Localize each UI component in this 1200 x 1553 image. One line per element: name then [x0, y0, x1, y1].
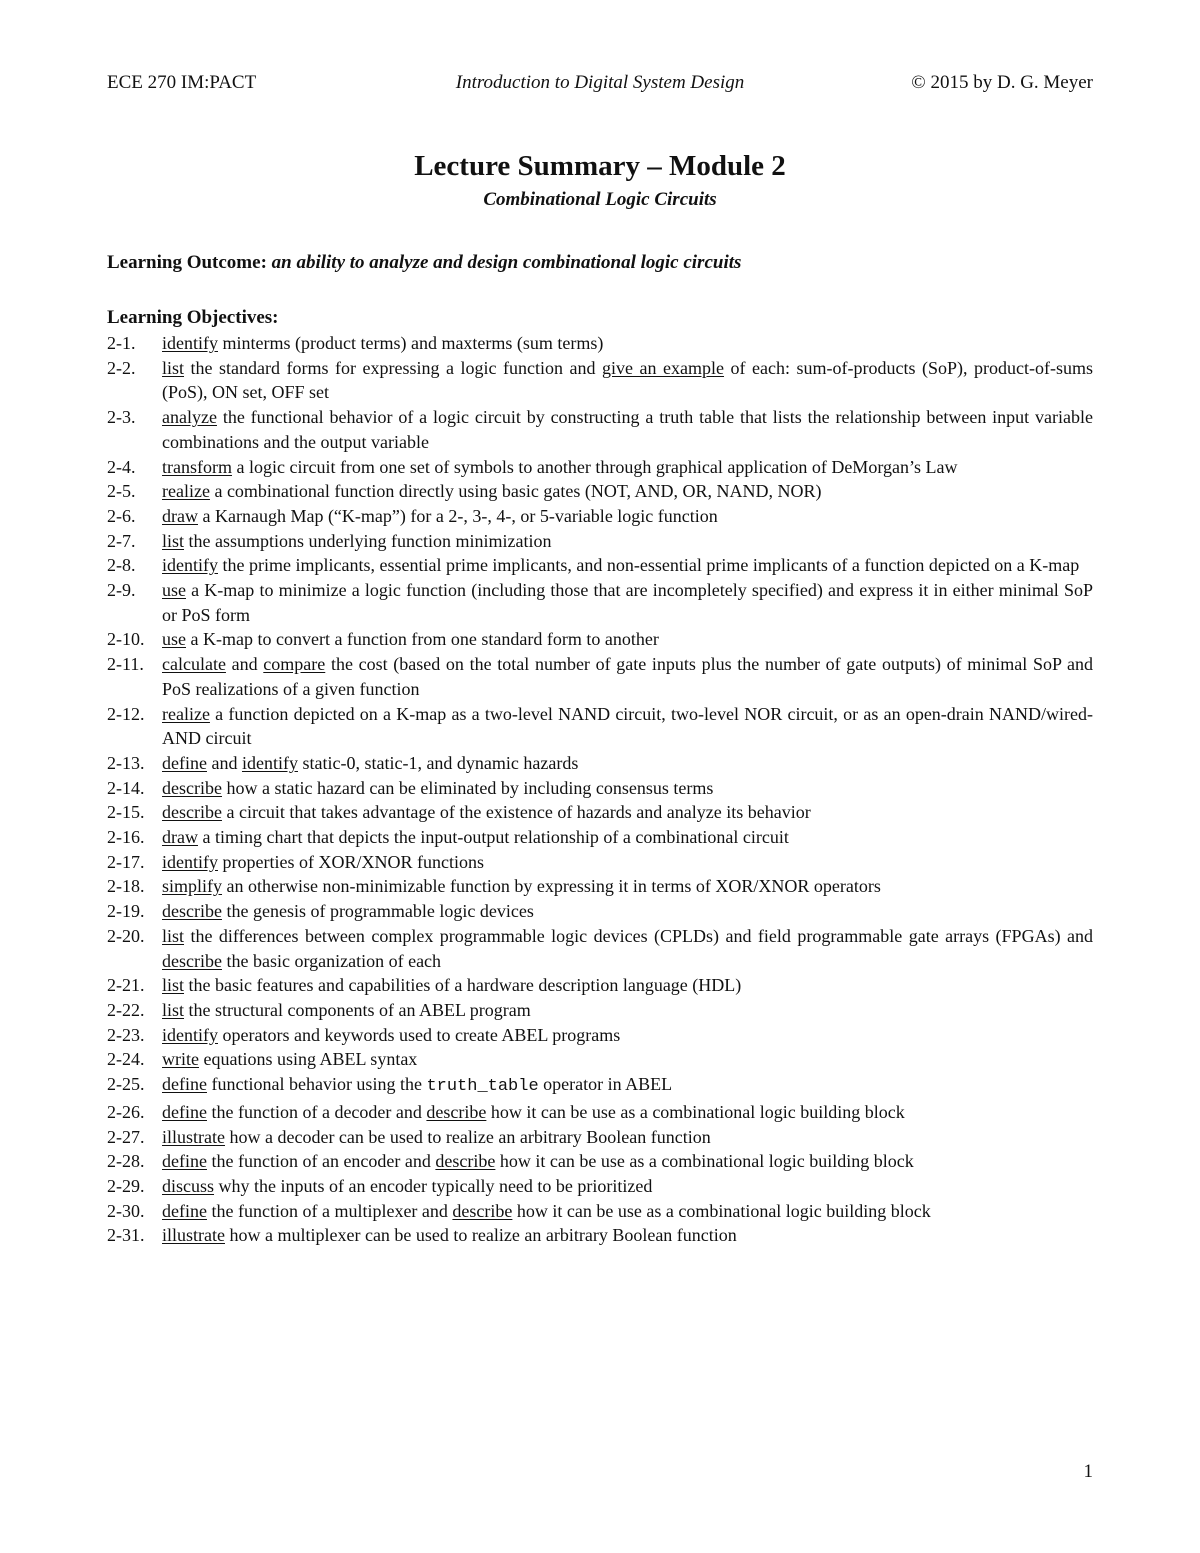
objective-verb: identify: [241, 752, 298, 773]
objective-phrase: how it can be use as a combinational logic building block: [486, 1101, 905, 1122]
objective-verb: list: [162, 999, 185, 1020]
objective-phrase: the standard forms for expressing a logic function and: [184, 357, 603, 378]
objective-number: 2-2.: [107, 357, 136, 378]
objective-phrase: the structural components of an ABEL program: [184, 999, 531, 1020]
objective-verb: identify: [162, 1024, 218, 1045]
objective-number: 2-22.: [107, 999, 145, 1020]
objective-number: 2-28.: [107, 1151, 145, 1172]
objective-text: [162, 1149, 1093, 1174]
objective-number: 2-10.: [107, 629, 145, 650]
objective-verb: describe: [162, 777, 222, 798]
objective-number: 2-4.: [107, 456, 136, 477]
objective-phrase: operators and keywords used to create ABEL programs: [218, 1024, 621, 1045]
objective-phrase: the cost (based on the total number of gate inputs plus the number of gate outputs) of minimal SoP and PoS realizations of a given function: [162, 654, 1093, 699]
objective-item: [107, 899, 1093, 924]
objective-phrase: how a multiplexer can be used to realize an arbitrary Boolean function: [224, 1225, 737, 1246]
objective-verb: list: [162, 530, 185, 551]
objective-number: 2-19.: [107, 901, 145, 922]
objective-item: [107, 800, 1093, 825]
objective-text: [162, 899, 1093, 924]
objective-number: 2-31.: [107, 1225, 145, 1246]
objective-item: [107, 331, 1093, 356]
objective-text: [162, 627, 1093, 652]
objective-phrase: the function of a multiplexer and: [206, 1200, 453, 1221]
objective-item: [107, 874, 1093, 899]
page-number: 1: [1083, 1461, 1093, 1482]
objective-text: [162, 924, 1093, 973]
objective-phrase: the basic features and capabilities of a hardware description language (HDL): [184, 975, 742, 996]
objective-text: [162, 455, 1093, 480]
objective-phrase: static-0, static-1, and dynamic hazards: [297, 752, 579, 773]
objective-verb: list: [162, 975, 185, 996]
objective-number: 2-15.: [107, 802, 145, 823]
objective-item: [107, 924, 1093, 973]
objective-verb: transform: [162, 456, 232, 477]
objective-phrase: a function depicted on a K-map as a two-level NAND circuit, two-level NOR circuit, or as an open-drain NAND/wired-AND circuit: [162, 703, 1093, 749]
objective-verb: illustrate: [162, 1225, 225, 1246]
objective-verb: define: [162, 1200, 207, 1221]
objective-item: [107, 1072, 1093, 1100]
objective-verb: realize: [162, 481, 210, 502]
objective-verb: identify: [162, 333, 218, 353]
objective-text: [162, 751, 1093, 776]
objective-text: [162, 998, 1093, 1023]
objective-number: 2-25.: [107, 1074, 145, 1095]
objectives-heading: Learning Objectives:: [107, 307, 279, 328]
objective-verb: analyze: [162, 407, 217, 428]
objective-text: [162, 1047, 1093, 1072]
objective-verb: realize: [162, 703, 210, 724]
objective-text: [162, 529, 1093, 554]
objective-verb: define: [162, 1151, 207, 1172]
page-header: [107, 72, 1093, 100]
objective-item: [107, 356, 1093, 405]
objective-phrase: how it can be use as a combinational logic building block: [512, 1200, 931, 1221]
objective-phrase: how a decoder can be used to realize an arbitrary Boolean function: [224, 1126, 711, 1147]
objective-item: [107, 652, 1093, 701]
objective-phrase: minterms (product terms) and maxterms (sum terms): [218, 333, 604, 353]
objective-text: [162, 578, 1093, 627]
objective-verb: define: [162, 1101, 207, 1122]
objective-phrase: equations using ABEL syntax: [198, 1049, 418, 1070]
code-keyword: truth_table: [426, 1077, 539, 1097]
page-title: Lecture Summary – Module 2: [414, 150, 786, 182]
objective-item: [107, 850, 1093, 875]
objective-phrase: a Karnaugh Map (“K-map”) for a 2-, 3-, 4-, or 5-variable logic function: [197, 505, 718, 526]
objective-item: [107, 1023, 1093, 1048]
objective-phrase: a logic circuit from one set of symbols to another through graphical application of DeMorgan’s Law: [231, 456, 958, 477]
objective-verb: identify: [162, 555, 218, 576]
objective-text: [162, 652, 1093, 701]
objective-phrase: the function of a decoder and: [206, 1101, 427, 1122]
objective-number: 2-24.: [107, 1049, 145, 1070]
objective-number: 2-20.: [107, 925, 145, 946]
objective-verb: calculate: [162, 654, 226, 675]
objective-verb: write: [162, 1049, 199, 1070]
objective-number: 2-27.: [107, 1126, 145, 1147]
objective-phrase: operator in ABEL: [538, 1074, 673, 1095]
objective-verb: list: [162, 357, 185, 378]
objective-number: 2-14.: [107, 777, 145, 798]
objective-item: [107, 1125, 1093, 1150]
objective-item: [107, 1223, 1093, 1248]
objective-number: 2-26.: [107, 1101, 145, 1122]
objective-number: 2-30.: [107, 1200, 145, 1221]
objective-item: [107, 405, 1093, 454]
objective-text: [162, 331, 1093, 356]
objective-phrase: a K-map to minimize a logic function (including those that are incompletely specified) and express it in either minimal SoP or PoS form: [162, 580, 1093, 625]
objective-phrase: an otherwise non-minimizable function by expressing it in terms of XOR/XNOR operators: [222, 876, 881, 897]
objective-verb: draw: [162, 827, 198, 848]
objective-phrase: of each: sum-of-products (SoP), product-of-sums (PoS), ON set, OFF set: [162, 357, 1094, 403]
objective-phrase: the basic organization of each: [221, 950, 442, 971]
objective-verb: describe: [452, 1200, 513, 1221]
objective-number: 2-8.: [107, 555, 136, 576]
objective-number: 2-6.: [107, 505, 136, 526]
objective-item: [107, 1149, 1093, 1174]
objective-verb: describe: [435, 1151, 496, 1172]
objective-phrase: how a static hazard can be eliminated by including consensus terms: [221, 777, 714, 798]
objective-number: 2-13.: [107, 752, 145, 773]
objective-item: [107, 702, 1093, 751]
objective-verb: describe: [162, 950, 222, 971]
objective-item: [107, 1174, 1093, 1199]
course-title: Introduction to Digital System Design: [455, 72, 745, 93]
objective-phrase: the genesis of programmable logic devices: [221, 901, 534, 922]
objective-verb: define: [162, 752, 207, 773]
objective-item: [107, 825, 1093, 850]
objective-number: 2-1.: [107, 333, 136, 353]
objective-verb: discuss: [162, 1175, 215, 1196]
objective-item: [107, 627, 1093, 652]
objective-text: [162, 1199, 1093, 1224]
objective-text: [162, 1125, 1093, 1150]
objective-text: [162, 1072, 1093, 1100]
objective-text: [162, 800, 1093, 825]
objective-number: 2-3.: [107, 407, 136, 428]
objective-item: [107, 751, 1093, 776]
objective-verb: use: [162, 580, 186, 601]
objective-phrase: the differences between complex programmable logic devices (CPLDs) and field programmable gate arrays (FPGAs) and: [184, 925, 1093, 946]
objective-verb: describe: [426, 1101, 487, 1122]
objective-phrase: properties of XOR/XNOR functions: [218, 851, 484, 872]
objective-number: 2-5.: [107, 481, 136, 502]
objective-text: [162, 874, 1093, 899]
objective-number: 2-29.: [107, 1175, 145, 1196]
objective-text: [162, 850, 1093, 875]
objective-verb: illustrate: [162, 1126, 225, 1147]
objective-number: 2-16.: [107, 827, 145, 848]
learning-outcome: [107, 252, 1093, 274]
objective-verb: identify: [162, 851, 218, 872]
objective-number: 2-17.: [107, 851, 145, 872]
objective-item: [107, 1047, 1093, 1072]
objective-number: 2-7.: [107, 530, 136, 551]
objective-item: [107, 578, 1093, 627]
objective-phrase: and: [225, 654, 264, 675]
objective-verb: give an example: [602, 357, 725, 378]
objective-verb: simplify: [162, 876, 223, 897]
course-code: ECE 270 IM:PACT: [107, 72, 257, 93]
objective-item: [107, 1199, 1093, 1224]
objective-phrase: why the inputs of an encoder typically need to be prioritized: [214, 1175, 653, 1196]
objective-verb: draw: [162, 505, 198, 526]
objective-phrase: how it can be use as a combinational logic building block: [495, 1151, 914, 1172]
objective-phrase: the function of an encoder and: [206, 1151, 436, 1172]
objective-item: [107, 455, 1093, 480]
objective-verb: describe: [162, 901, 222, 922]
objective-item: [107, 504, 1093, 529]
objective-number: 2-21.: [107, 975, 145, 996]
objective-item: [107, 529, 1093, 554]
objective-verb: define: [162, 1074, 207, 1095]
objective-text: [162, 405, 1093, 454]
objective-text: [162, 1100, 1093, 1125]
objective-text: [162, 973, 1093, 998]
objective-text: [162, 1023, 1093, 1048]
objective-number: 2-11.: [107, 654, 144, 675]
objective-verb: describe: [162, 802, 222, 823]
objective-verb: use: [162, 629, 186, 650]
objective-text: [162, 1223, 1093, 1248]
objective-item: [107, 553, 1093, 578]
objective-number: 2-12.: [107, 703, 145, 724]
objective-text: [162, 1174, 1093, 1199]
objective-phrase: the prime implicants, essential prime implicants, and non-essential prime implicants of a function depicted on a K-map: [218, 555, 1080, 576]
objective-number: 2-9.: [107, 580, 136, 601]
objective-text: [162, 504, 1093, 529]
objective-phrase: the assumptions underlying function minimization: [184, 530, 552, 551]
objective-phrase: a circuit that takes advantage of the existence of hazards and analyze its behavior: [221, 802, 811, 823]
learning-outcome-text: an ability to analyze and design combinational logic circuits: [271, 252, 742, 273]
objective-phrase: the functional behavior of a logic circuit by constructing a truth table that lists the relationship between input variable combinations and the output variable: [162, 407, 1093, 452]
objective-item: [107, 1100, 1093, 1125]
learning-outcome-label: Learning Outcome:: [107, 252, 267, 273]
objective-text: [162, 776, 1093, 801]
objective-text: [162, 702, 1093, 751]
objective-number: 2-18.: [107, 876, 145, 897]
copyright: © 2015 by D. G. Meyer: [911, 72, 1093, 93]
objectives-list: [107, 331, 1093, 1248]
objective-phrase: and: [206, 752, 242, 773]
objective-item: [107, 776, 1093, 801]
objective-item: [107, 479, 1093, 504]
objective-phrase: a combinational function directly using basic gates (NOT, AND, OR, NAND, NOR): [209, 481, 822, 502]
objective-verb: list: [162, 925, 185, 946]
objective-item: [107, 973, 1093, 998]
objective-phrase: functional behavior using the: [206, 1074, 427, 1095]
objective-verb: compare: [263, 654, 326, 675]
objective-number: 2-23.: [107, 1024, 145, 1045]
objective-text: [162, 825, 1093, 850]
objective-text: [162, 553, 1093, 578]
page-subtitle: Combinational Logic Circuits: [483, 189, 717, 210]
objective-phrase: a timing chart that depicts the input-output relationship of a combinational circuit: [197, 827, 789, 848]
objective-item: [107, 998, 1093, 1023]
objective-phrase: a K-map to convert a function from one standard form to another: [186, 629, 659, 650]
objective-text: [162, 356, 1093, 405]
objective-text: [162, 479, 1093, 504]
